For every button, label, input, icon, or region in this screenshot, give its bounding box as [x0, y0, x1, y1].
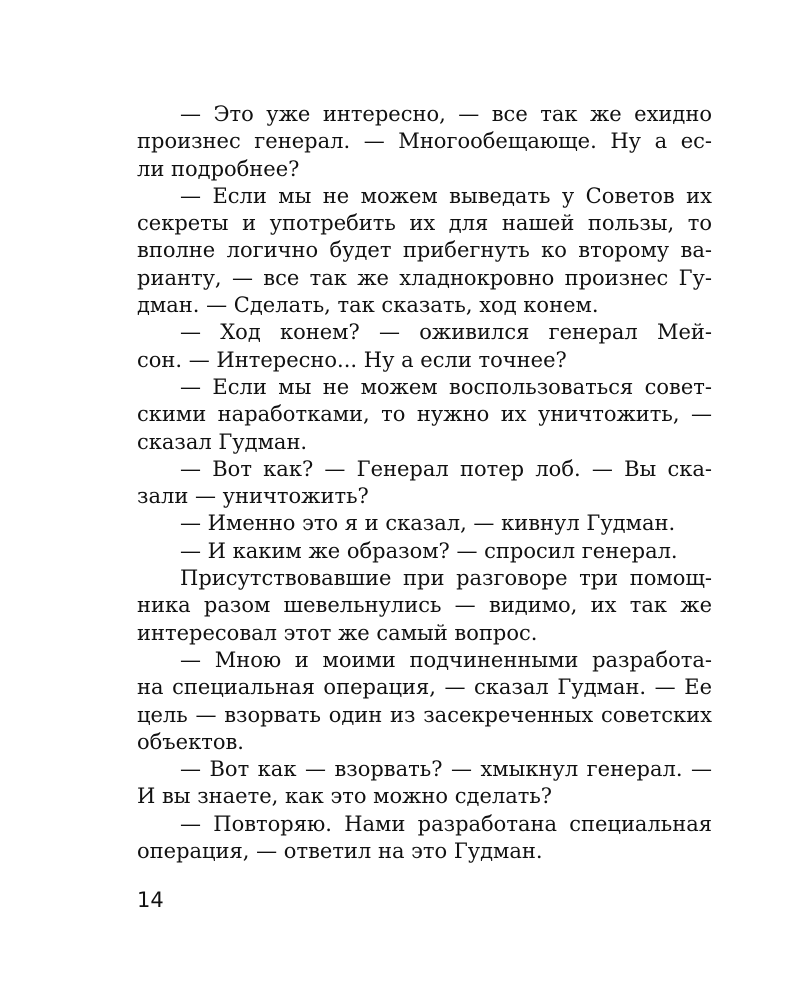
text-line: — Вот как — взорвать? — хмыкнул генерал. — [180, 757, 712, 782]
text-line: вполне логично будет прибегнуть ко второму ва- [137, 238, 712, 263]
text-line: — Ход конем? — оживился генерал Мей- [180, 320, 712, 345]
text-line: секреты и употребить их для нашей пользы, то [137, 211, 712, 236]
text-line: Присутствовавшие при разговоре три помощ- [180, 566, 712, 591]
text-line: — Это уже интересно, — все так же ехидно [180, 102, 712, 126]
page-number: 14 [137, 888, 164, 912]
text-line: — Мною и моими подчиненными разработа- [180, 647, 712, 672]
text-line: ника разом шевельнулись — видимо, их так же [137, 593, 712, 618]
text-line: ли подробнее? [137, 156, 300, 181]
body-text [137, 101, 712, 865]
text-line: сон. — Интересно... Ну а если точнее? [137, 347, 567, 372]
text-line: интересовал этот же самый вопрос. [137, 620, 538, 645]
text-line: произнес генерал. — Многообещающе. Ну а ес- [137, 129, 712, 154]
text-line: сказал Гудман. [137, 429, 308, 454]
text-line: объектов. [137, 729, 244, 754]
text-line: — Если мы не можем выведать у Советов их [180, 183, 712, 208]
text-line: операция, — ответил на это Гудман. [137, 839, 543, 864]
text-line: скими наработками, то нужно их уничтожить, — [137, 402, 712, 427]
text-line: И вы знаете, как это можно сделать? [137, 784, 553, 809]
text-line: — Именно это я и сказал, — кивнул Гудман. [180, 511, 676, 536]
text-line: цель — взорвать один из засекреченных советских [137, 702, 712, 727]
text-line: дман. — Сделать, так сказать, ход конем. [137, 293, 599, 318]
text-line: зали — уничтожить? [137, 484, 369, 509]
text-line: — Повторяю. Нами разработана специальная [180, 811, 712, 836]
text-line: — И каким же образом? — спросил генерал. [180, 538, 678, 563]
text-line: — Если мы не можем воспользоваться совет- [180, 374, 712, 399]
text-line: на специальная операция, — сказал Гудман. — Ее [137, 675, 712, 700]
text-line: рианту, — все так же хладнокровно произнес Гу- [137, 265, 712, 290]
text-line: — Вот как? — Генерал потер лоб. — Вы ска- [180, 456, 712, 481]
